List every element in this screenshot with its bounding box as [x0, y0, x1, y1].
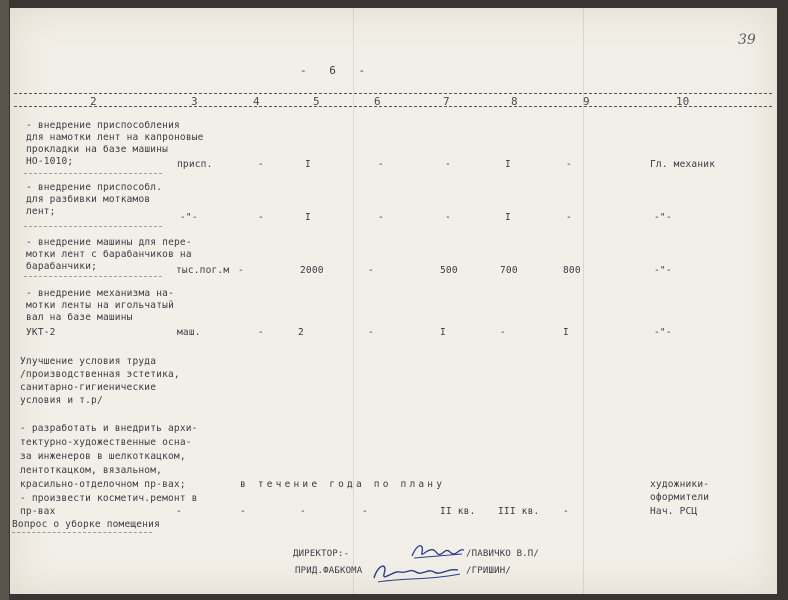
cell-col9: - — [566, 159, 572, 170]
cell-col6: - — [368, 265, 374, 276]
footer-underline — [12, 532, 152, 533]
cell-col9: 800 — [563, 265, 581, 276]
unit-cell: маш. — [177, 327, 201, 338]
cell-col4: - — [258, 327, 264, 338]
row-separator — [24, 276, 162, 277]
cell-col5: I — [305, 212, 311, 223]
director-signature-image — [408, 540, 468, 562]
row-text-line: УКТ-2 — [26, 327, 56, 338]
row-text-line: пр-вах — [20, 506, 56, 517]
row-text-line: НО-1010; — [26, 156, 74, 167]
row-text-line: прокладки на базе машины — [26, 144, 169, 155]
cell-col6: - — [378, 212, 384, 223]
page-fold — [353, 8, 354, 594]
row-text-line: за инженеров в шелкоткацком, — [20, 451, 186, 462]
row-text-line: - разработать и внедрить архи- — [20, 423, 198, 434]
col-header-3: 3 — [191, 95, 198, 108]
row-text-line: - внедрение приспособления — [26, 120, 180, 131]
header-rule-top — [14, 93, 772, 94]
unit-cell: присп. — [177, 159, 213, 170]
col-header-10: 10 — [676, 95, 690, 108]
row-separator — [24, 173, 162, 174]
cell-col10: Нач. РСЦ — [650, 506, 698, 517]
chair-signature-image — [370, 560, 465, 586]
row-text-line: барабанчики; — [26, 261, 98, 272]
row-text-line: для намотки лент на капроновые — [26, 132, 204, 143]
cell-col4: - — [240, 506, 246, 517]
cell-col7: - — [445, 159, 451, 170]
cell-col9: I — [563, 327, 569, 338]
director-label: ДИРЕКТОР:- — [293, 549, 350, 559]
section-line: санитарно-гигиенические — [20, 382, 157, 393]
cell-col5: I — [305, 159, 311, 170]
cell-col3: - — [176, 506, 182, 517]
row-text-line: - внедрение механизма на- — [26, 288, 174, 299]
row-text-line: лентоткацком, вязальном, — [20, 465, 163, 476]
row-text-line: - внедрение машины для пере- — [26, 237, 192, 248]
corner-page-number: 39 — [738, 32, 756, 48]
col-header-9: 9 — [583, 95, 590, 108]
cell-col10: -"- — [654, 327, 672, 338]
span-text: в течение года по плану — [240, 479, 446, 490]
chair-label: ПРИД.ФАБКОМА — [295, 566, 363, 576]
cell-col8: - — [500, 327, 506, 338]
cell-col7: I — [440, 327, 446, 338]
section-line: условия и т.р/ — [20, 395, 103, 406]
col-header-4: 4 — [253, 95, 260, 108]
row-text-line: красильно-отделочном пр-вах; — [20, 479, 186, 490]
row-separator — [24, 226, 162, 227]
cell-col5: 2000 — [300, 265, 324, 276]
cell-col7: II кв. — [440, 506, 476, 517]
row-text-line: для разбивки моткамов — [26, 194, 151, 205]
cell-col8: I — [505, 212, 511, 223]
cell-col9: - — [566, 212, 572, 223]
binding-edge — [0, 0, 9, 600]
row-text-line: мотки лент с барабанчиков на — [26, 249, 192, 260]
cell-col7: - — [445, 212, 451, 223]
section-line: /производственная эстетика, — [20, 369, 180, 380]
cell-col4: - — [238, 265, 244, 276]
footer-line: Вопрос о уборке помещения — [12, 519, 160, 530]
row-text-line: - произвести косметич.ремонт в — [20, 493, 198, 504]
cell-col5: - — [300, 506, 306, 517]
director-name: /ПАВИЧКО В.П/ — [466, 549, 540, 559]
col-header-2: 2 — [90, 95, 97, 108]
col-header-7: 7 — [443, 95, 450, 108]
row-text-line: - внедрение приспособл. — [26, 182, 163, 193]
cell-col4: - — [258, 212, 264, 223]
row-text-line: вал на базе машины — [26, 312, 133, 323]
cell-col5: 2 — [298, 327, 304, 338]
cell-col6: - — [362, 506, 368, 517]
cell-col10: художники- — [650, 479, 710, 490]
cell-col8: III кв. — [498, 506, 540, 517]
cell-col4: - — [258, 159, 264, 170]
cell-col9: - — [563, 506, 569, 517]
unit-cell: -"- — [180, 212, 198, 223]
cell-col10: оформители — [650, 492, 710, 503]
cell-col6: - — [378, 159, 384, 170]
cell-col8: 700 — [500, 265, 518, 276]
row-text-line: мотки ленты на игольчатый — [26, 300, 174, 311]
section-line: Улучшение условия труда — [20, 356, 157, 367]
cell-col10: Гл. механик — [650, 159, 716, 170]
chair-name: /ГРИШИН/ — [466, 566, 511, 576]
row-text-line: тектурно-художественные осна- — [20, 437, 192, 448]
unit-cell: тыс.пог.м — [176, 265, 230, 276]
cell-col8: I — [505, 159, 511, 170]
header-rule-bottom — [14, 106, 772, 107]
col-header-5: 5 — [313, 95, 320, 108]
col-header-8: 8 — [511, 95, 518, 108]
cell-col7: 500 — [440, 265, 458, 276]
col-header-6: 6 — [374, 95, 381, 108]
page-number: - 6 - — [300, 64, 374, 77]
row-text-line: лент; — [26, 206, 56, 217]
cell-col10: -"- — [654, 212, 672, 223]
cell-col10: -"- — [654, 265, 672, 276]
cell-col6: - — [368, 327, 374, 338]
